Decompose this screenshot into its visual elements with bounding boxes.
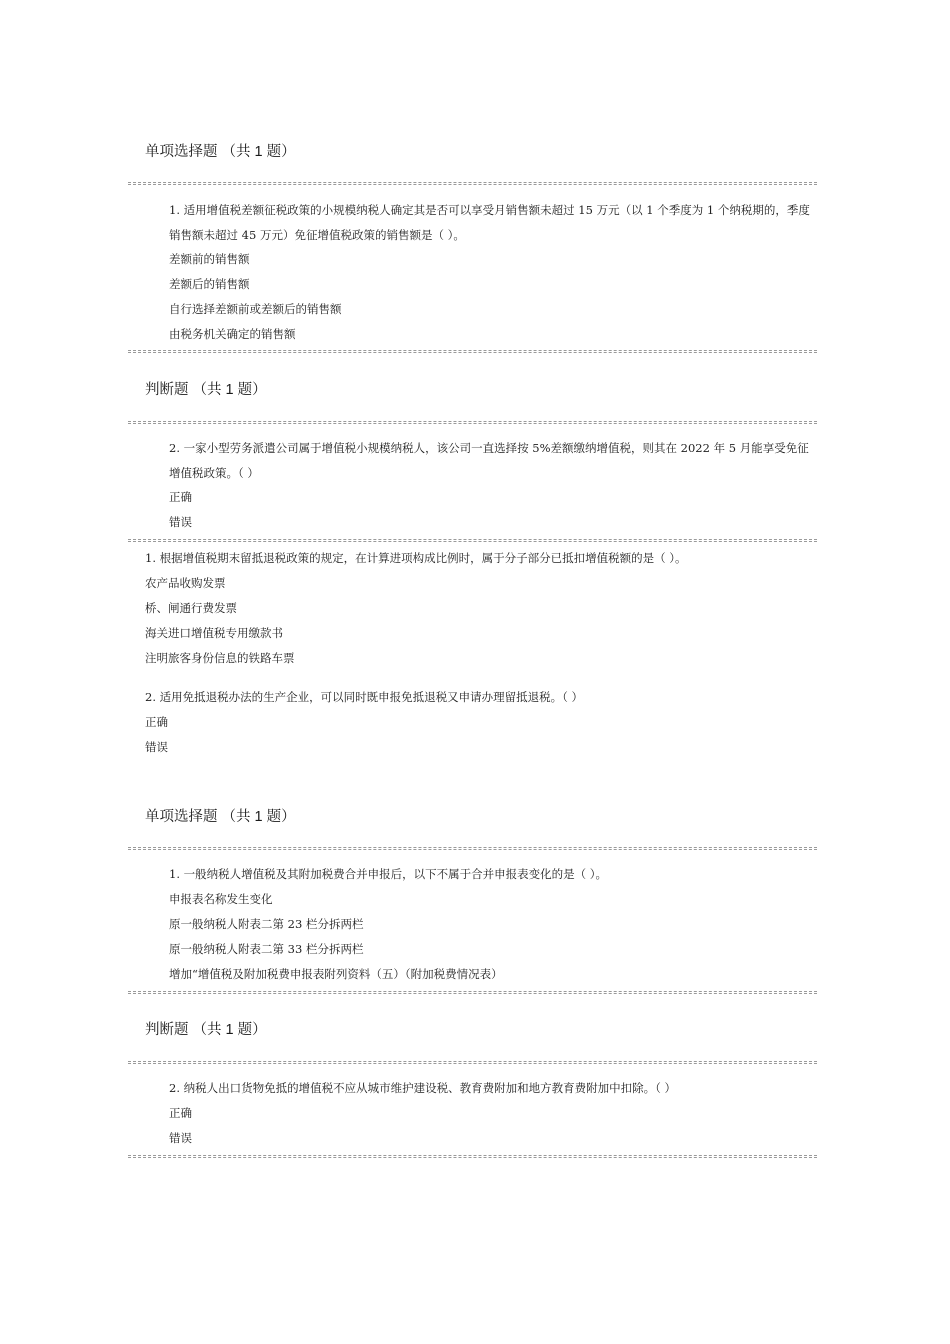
answer-option[interactable]: 海关进口增值税专用缴款书 — [145, 625, 283, 640]
answer-option-false[interactable]: 错误 — [169, 515, 192, 529]
answer-option[interactable]: 原一般纳税人附表二第 33 栏分拆两栏 — [169, 941, 364, 956]
dashed-divider — [128, 991, 817, 994]
answer-option-true[interactable]: 正确 — [169, 490, 192, 504]
answer-option[interactable]: 农产品收购发票 — [145, 575, 226, 590]
question-block — [145, 685, 815, 760]
question-text: 2. 一家小型劳务派遣公司属于增值税小规模纳税人，该公司一直选择按 5%差额缴纳增值税，则其在 2022 年 5 月能享受免征增值税政策。（ ） — [169, 441, 809, 480]
answer-option-false[interactable]: 错误 — [169, 1130, 192, 1145]
question-text: 2. 适用免抵退税办法的生产企业，可以同时既申报免抵退税又申请办理留抵退税。（ ） — [145, 690, 584, 704]
question-block — [145, 546, 815, 671]
dashed-divider — [128, 421, 817, 424]
dashed-divider — [128, 847, 817, 850]
answer-option[interactable]: 自行选择差额前或差额后的销售额 — [169, 302, 342, 316]
dashed-divider — [128, 350, 817, 353]
question-block — [169, 198, 814, 347]
answer-option[interactable]: 注明旅客身份信息的铁路车票 — [145, 650, 295, 665]
answer-option[interactable]: 申报表名称发生变化 — [169, 891, 273, 906]
question-text: 1. 一般纳税人增值税及其附加税费合并申报后，以下不属于合并申报表变化的是（ ）。 — [169, 867, 608, 881]
answer-option[interactable]: 桥、闸通行费发票 — [145, 600, 237, 615]
answer-option[interactable]: 差额前的销售额 — [169, 252, 250, 266]
answer-option[interactable]: 增加“增值税及附加税费申报表附列资料（五）（附加税费情况表） — [169, 966, 503, 981]
answer-option[interactable]: 原一般纳税人附表二第 23 栏分拆两栏 — [169, 916, 364, 931]
dashed-divider — [128, 1061, 817, 1064]
section-heading-single-choice: 单项选择题 （共 1 题） — [145, 144, 296, 160]
question-text: 1. 根据增值税期末留抵退税政策的规定，在计算进项构成比例时，属于分子部分已抵扣增值税额的是（ ）。 — [145, 551, 687, 565]
question-block — [169, 1076, 814, 1151]
dashed-divider — [128, 1155, 817, 1158]
question-block — [169, 436, 814, 535]
answer-option-true[interactable]: 正确 — [169, 1105, 192, 1120]
section-heading-true-false: 判断题 （共 1 题） — [145, 382, 267, 398]
question-block — [169, 862, 814, 987]
dashed-divider — [128, 539, 817, 542]
question-text: 2. 纳税人出口货物免抵的增值税不应从城市维护建设税、教育费附加和地方教育费附加中扣除。（ ） — [169, 1081, 677, 1095]
dashed-divider — [128, 182, 817, 185]
question-text: 1. 适用增值税差额征税政策的小规模纳税人确定其是否可以享受月销售额未超过 15 万元（以 1 个季度为 1 个纳税期的，季度销售额未超过 45 万元）免征增值税政策的销售额是（ ）。 — [169, 203, 810, 242]
section-heading-true-false: 判断题 （共 1 题） — [145, 1022, 267, 1038]
answer-option-false[interactable]: 错误 — [145, 739, 168, 754]
section-heading-single-choice: 单项选择题 （共 1 题） — [145, 809, 296, 825]
answer-option[interactable]: 差额后的销售额 — [169, 277, 250, 291]
answer-option[interactable]: 由税务机关确定的销售额 — [169, 327, 296, 341]
answer-option-true[interactable]: 正确 — [145, 714, 168, 729]
